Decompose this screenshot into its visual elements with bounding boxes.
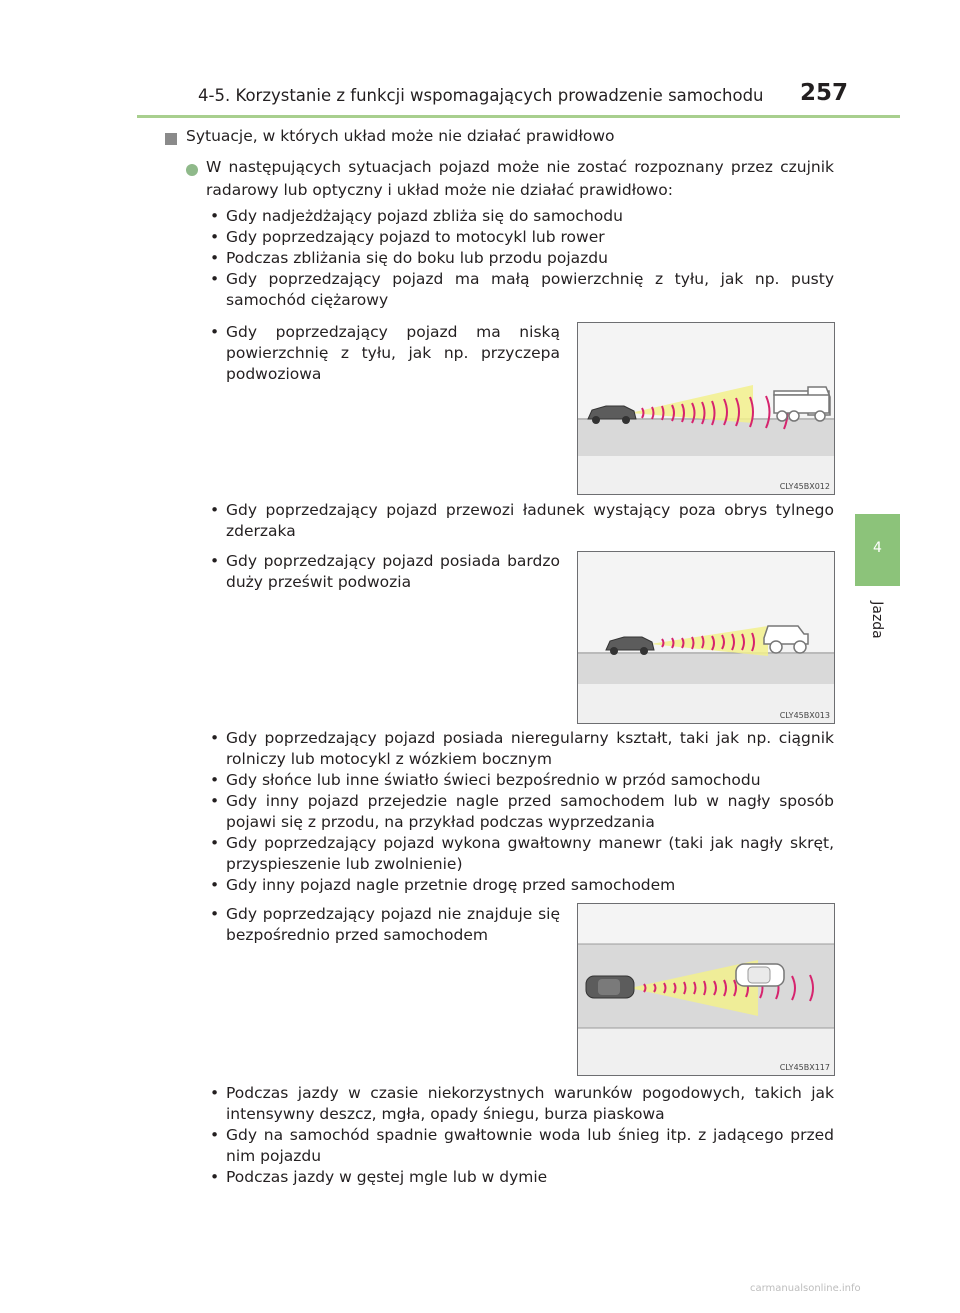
figure-code: CLY45BX012 xyxy=(779,482,830,491)
chapter-tab-number: 4 xyxy=(873,540,882,556)
suv-illustration xyxy=(578,552,834,723)
intro-paragraph: W następujących sytuacjach pojazd może nie zostać rozpoznany przez czujnik radarowy lub optyczny i układ może nie działać prawidłowo: xyxy=(206,158,834,199)
bullet-list-fig3 xyxy=(206,904,560,946)
list-item: • Gdy inny pojazd nagle przetnie drogę przed samochodem xyxy=(206,875,834,896)
figure-code: CLY45BX013 xyxy=(779,711,830,720)
section-heading: Sytuacje, w których układ może nie działać prawidłowo xyxy=(186,127,615,145)
figure-code: CLY45BX117 xyxy=(779,1063,830,1072)
list-item: • Gdy poprzedzający pojazd wykona gwałtowny manewr (taki jak nagły skręt, przyspieszenie lub zwolnienie) xyxy=(206,833,834,875)
list-item: • Podczas jazdy w gęstej mgle lub w dymie xyxy=(206,1167,834,1188)
list-item: • Gdy poprzedzający pojazd posiada nieregularny kształt, taki jak np. ciągnik rolniczy lub motocykl z wózkiem bocznym xyxy=(206,728,834,770)
header-rule xyxy=(137,115,900,118)
list-item: • Gdy słońce lub inne światło świeci bezpośrednio w przód samochodu xyxy=(206,770,834,791)
square-bullet-icon xyxy=(165,133,177,145)
bullet-list-3 xyxy=(206,728,834,896)
list-item: • Gdy na samochód spadnie gwałtownie woda lub śnieg itp. z jadącego przed nim pojazdu xyxy=(206,1125,834,1167)
bullet-list-4 xyxy=(206,1083,834,1188)
bullet-list-2 xyxy=(206,500,834,542)
figure-offset-vehicle xyxy=(577,903,835,1076)
list-item: • Gdy nadjeżdżający pojazd zbliża się do samochodu xyxy=(206,206,834,227)
chapter-tab-label: Jazda xyxy=(869,601,885,639)
list-item: • Gdy poprzedzający pojazd posiada bardzo duży prześwit podwozia xyxy=(206,551,560,593)
list-item: • Podczas jazdy w czasie niekorzystnych warunków pogodowych, takich jak intensywny deszcz, mgła, opady śniegu, burza piaskowa xyxy=(206,1083,834,1125)
list-item: • Gdy poprzedzający pojazd przewozi ładunek wystający poza obrys tylnego zderzaka xyxy=(206,500,834,542)
bullet-list-fig1 xyxy=(206,322,560,385)
list-item: • Gdy poprzedzający pojazd to motocykl lub rower xyxy=(206,227,834,248)
list-item: • Gdy inny pojazd przejedzie nagle przed samochodem lub w nagły sposób pojawi się z przodu, na przykład podczas wyprzedzania xyxy=(206,791,834,833)
page-header-title: 4-5. Korzystanie z funkcji wspomagających prowadzenie samochodu xyxy=(198,86,764,105)
list-item: • Podczas zbliżania się do boku lub przodu pojazdu xyxy=(206,248,834,269)
bullet-list-1 xyxy=(206,206,834,311)
list-item: • Gdy poprzedzający pojazd nie znajduje się bezpośrednio przed samochodem xyxy=(206,904,560,946)
list-item: • Gdy poprzedzający pojazd ma niską powierzchnię z tyłu, jak np. przyczepa podwoziowa xyxy=(206,322,560,385)
footer-watermark: carmanualsonline.info xyxy=(750,1283,861,1294)
page-number: 257 xyxy=(800,80,849,106)
list-item: • Gdy poprzedzający pojazd ma małą powierzchnię z tyłu, jak np. pusty samochód ciężarowy xyxy=(206,269,834,311)
bullet-list-fig2 xyxy=(206,551,560,593)
offset-vehicle-illustration xyxy=(578,904,834,1075)
figure-high-clearance xyxy=(577,551,835,724)
round-bullet-icon xyxy=(186,164,198,176)
figure-low-rear-surface xyxy=(577,322,835,495)
truck-illustration xyxy=(578,323,834,494)
